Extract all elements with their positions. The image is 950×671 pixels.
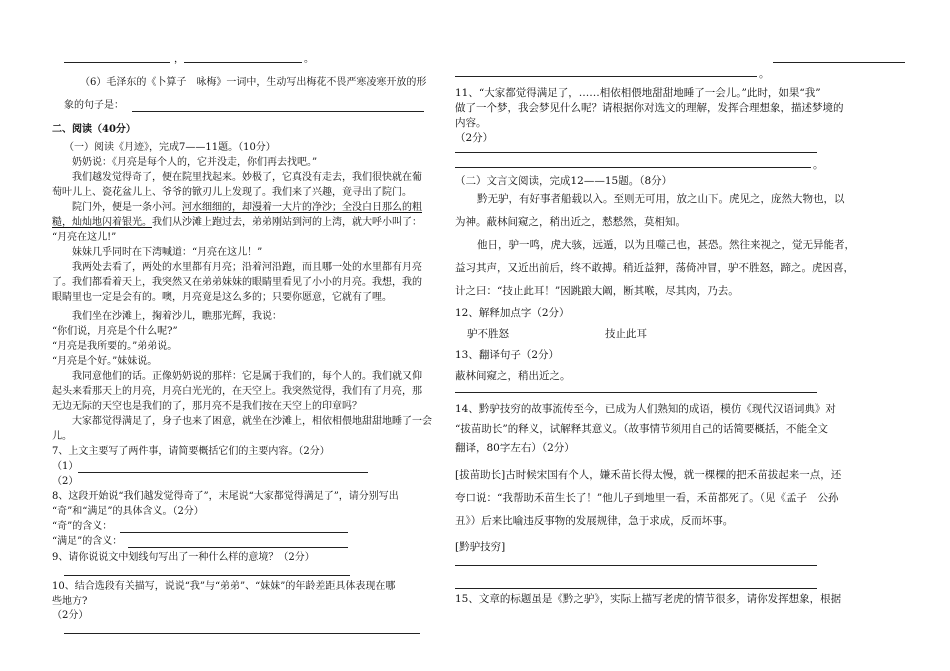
q12-item-1: 驴不胜怒: [467, 328, 509, 340]
question-15: 15、文章的标题虽是《黔之驴》，实际上描写老虎的情节很多，请你发挥想象，根据: [455, 593, 842, 605]
paragraph: 起头来看那天上的月亮，月亮白光光的，在天空上。我突然觉得，我们有了月亮，那: [52, 386, 422, 397]
classical-text: 黔无驴，有好事者船载以入。至则无可用，放之山下。虎见之，庞然大物也，以: [477, 193, 845, 205]
answer-line[interactable]: [455, 565, 817, 566]
example-definition: 丑》）后来比喻违反事物的发展规律，急于求成，反而坏事。: [455, 515, 734, 527]
answer-line[interactable]: [64, 633, 420, 634]
classical-text: 益习其声，又近出前后，终不敢搏。稍近益狎，荡倚冲冒，驴不胜怒，蹄之。虎因喜，: [455, 262, 854, 274]
q7-item-1: （1）: [52, 461, 79, 472]
question-8-cont: “奇”和“满足”的具体含义。（2分）: [52, 506, 204, 517]
answer-line[interactable]: [773, 62, 905, 63]
period: 。: [813, 159, 824, 171]
paragraph: “你们说，月亮是个什么呢?”: [52, 326, 178, 337]
question-14-cont: 翻译，80字左右）（2分）: [455, 442, 575, 454]
paragraph: 奶奶说：《月亮是每个人的，它并没走，你们再去找吧。”: [72, 157, 318, 168]
question-14-cont: “拔苗助长”的释义，试解释其意义。（故事情节须用自己的话简要概括，不能全文: [455, 423, 828, 435]
paragraph: [72, 203, 422, 213]
answer-label: [黔驴技穷]: [455, 541, 506, 553]
classical-text: 他日，驴一鸣，虎大骇，远遁，以为且噬己也，甚恐。然往来视之，觉无异能者，: [477, 239, 855, 251]
paragraph: “月亮是我所要的。”弟弟说。: [52, 341, 178, 352]
question-10: 10、结合选段有关描写，说说“我”与“弟弟”、“妹妹”的年龄差距具体表现在哪: [52, 581, 396, 592]
answer-line[interactable]: [120, 532, 348, 533]
classical-text: 为神。蔽林间窥之，稍出近之，慭慭然，莫相知。: [455, 216, 686, 228]
q8-item-2: “满足”的含义：: [52, 536, 123, 547]
q7-item-2: （2）: [52, 476, 79, 487]
paragraph: “月亮是个好。”妹妹说。: [52, 356, 158, 367]
example-definition: [拔苗助长]古时候宋国有个人，嫌禾苗长得太慢，就一棵棵的把禾苗拔起来一点，还: [455, 469, 842, 481]
q8-item-1: “奇”的含义：: [52, 521, 113, 532]
paragraph: 眼睛里也一定是会有的。噢，月亮竟是这么多的；只要你愿意，它就有了哩。: [52, 292, 392, 303]
answer-line[interactable]: [132, 111, 424, 112]
answer-line[interactable]: [128, 547, 348, 548]
q6-text-cont: 象的句子是：: [64, 100, 124, 111]
answer-line[interactable]: [455, 152, 817, 153]
question-13: 13、翻译句子（2分）: [455, 349, 560, 361]
answer-line[interactable]: [455, 167, 811, 168]
underlined-sentence: 糙，灿灿地闪着银光。: [52, 217, 152, 228]
paragraph: 儿。: [52, 431, 72, 442]
answer-line[interactable]: [455, 76, 757, 77]
paragraph: 我同意他们的话。正像奶奶说的那样：它是属于我们的，每个人的。我们就又仰: [72, 371, 422, 382]
separator: ，: [174, 54, 184, 65]
question-8: 8、这段开始说“我们越发觉得奇了”，末尾说“大家都觉得满足了”，请分别写出: [52, 491, 399, 502]
answer-line[interactable]: [184, 62, 302, 63]
answer-line[interactable]: [455, 588, 817, 589]
paragraph: 我们坐在沙滩上，掬着沙儿，瞧那光辉，我说：: [72, 311, 282, 322]
paragraph: 萄叶儿上、瓷花盆儿上、爷爷的锨刃儿上发现了。我们来了兴趣，竟寻出了院门。: [52, 187, 412, 198]
paragraph: 我两处去看了，两处的水里都有月亮；沿着河沿跑，而且哪一处的水里都有月亮: [72, 262, 422, 273]
paragraph: [52, 218, 422, 228]
answer-line[interactable]: [78, 472, 368, 473]
q6-text: （6）毛泽东的《卜算子 咏梅》一词中，生动写出梅花不畏严寒凌寒开放的形: [80, 77, 427, 88]
example-definition: 夸口说：“我帮助禾苗生长了！”他儿子到地里一看，禾苗都死了。（见《孟子 公孙: [455, 492, 839, 504]
answer-line[interactable]: [455, 392, 817, 393]
paragraph: 我们越发觉得奇了，便在院里找起来。妙极了，它真没有走去，我们很快就在葡: [72, 172, 422, 183]
question-10-cont: 些地方?: [52, 596, 88, 607]
classical-text: 计之曰：“技止此耳！”因跳踉大阚，断其喉，尽其肉，乃去。: [455, 285, 739, 297]
question-11: 11、“大家都觉得满足了，……相依相偎地甜甜地睡了一会儿。”此时，如果“我”: [455, 87, 821, 99]
section-heading: 二、阅读（40分）: [52, 124, 136, 135]
paragraph: 大家都觉得满足了，身子也来了困意，就坐在沙滩上，相依相偎地甜甜地睡了一会: [72, 416, 432, 427]
question-9: 9、请你说说文中划线句写出了一种什么样的意境？（2分）: [52, 552, 315, 563]
question-11-cont: 做了一个梦，我会梦见什么呢？请根据你对选文的理解，发挥合理想象，描述梦境的: [455, 102, 844, 114]
period: 。: [759, 68, 770, 80]
q13-sentence: 蔽林间窥之，稍出近之。: [455, 370, 571, 382]
question-11-cont: 内容。: [455, 117, 487, 129]
period: 。: [304, 54, 314, 65]
text: 我们从沙滩上跑过去，弟弟刚站到河的上湾，就大呼小叫了：: [152, 217, 422, 228]
paragraph: 无边无际的天空也是我们的了，那月亮不是我们按在天空上的印章吗？: [52, 401, 362, 412]
question-14: 14、黔驴技穷的故事流传至今，已成为人们熟知的成语，模仿《现代汉语词典》对: [455, 403, 836, 415]
q12-item-2: 技止此耳: [605, 328, 647, 340]
paragraph: 妹妹几乎同时在下湾喊道：“月亮在这儿！”: [72, 247, 263, 258]
underlined-sentence: 河水细细的，却漫着一大片的净沙；全没白日那么的粗: [182, 202, 422, 213]
question-12: 12、解释加点字（2分）: [455, 307, 570, 319]
text: 院门外，便是一条小河。: [72, 202, 182, 213]
subsection-heading: （二）文言文阅读，完成12——15题。（8分）: [455, 175, 673, 187]
subsection-heading: （一）阅读《月迹》，完成7——11题。（10分）: [64, 142, 276, 153]
paragraph: 了。我们都看着天上，我突然又在弟弟妹妹的眼睛里看见了小小的月亮。我想，我的: [52, 277, 422, 288]
answer-line[interactable]: [64, 62, 170, 63]
question-11-score: （2分）: [455, 132, 494, 144]
answer-line[interactable]: [64, 575, 350, 576]
question-10-score: （2分）: [52, 610, 89, 621]
paragraph: “月亮在这儿!”: [52, 232, 117, 243]
question-7: 7、上文主要写了两件事，请简要概括它们的主要内容。（2分）: [52, 446, 330, 457]
